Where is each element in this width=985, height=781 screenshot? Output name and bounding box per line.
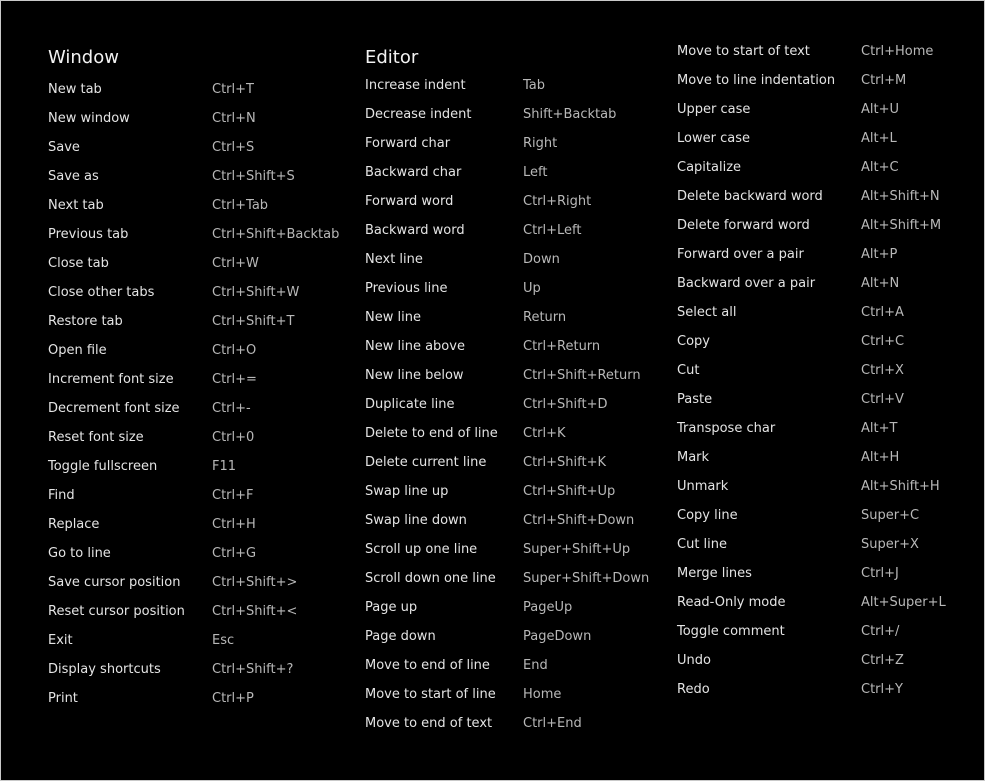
- shortcut-keys: Alt+Super+L: [861, 595, 946, 610]
- shortcut-action: Exit: [48, 633, 73, 648]
- shortcut-action: New tab: [48, 82, 102, 97]
- shortcut-keys: Ctrl+Shift+S: [212, 169, 295, 184]
- shortcuts-dialog: [1, 1, 984, 780]
- shortcut-keys: Down: [523, 252, 560, 267]
- shortcut-keys: Right: [523, 136, 558, 151]
- shortcut-action: New window: [48, 111, 130, 126]
- shortcut-keys: Ctrl+=: [212, 372, 257, 387]
- shortcut-keys: Ctrl+W: [212, 256, 259, 271]
- shortcut-keys: Ctrl+0: [212, 430, 255, 445]
- shortcut-keys: Ctrl+Shift+T: [212, 314, 295, 329]
- shortcut-keys: Ctrl+End: [523, 716, 582, 731]
- shortcut-action: Scroll down one line: [365, 571, 496, 586]
- shortcut-action: Cut: [677, 363, 700, 378]
- shortcut-keys: Alt+Shift+N: [861, 189, 940, 204]
- shortcut-keys: Alt+U: [861, 102, 900, 117]
- shortcut-action: Find: [48, 488, 75, 503]
- shortcut-action: Display shortcuts: [48, 662, 161, 677]
- shortcut-action: Page up: [365, 600, 418, 615]
- shortcut-action: Increment font size: [48, 372, 174, 387]
- shortcut-action: Forward word: [365, 194, 454, 209]
- shortcut-action: Move to end of text: [365, 716, 493, 731]
- shortcut-action: Forward over a pair: [677, 247, 804, 262]
- shortcut-keys: Ctrl+Shift+K: [523, 455, 606, 470]
- shortcut-keys: Ctrl+Shift+Return: [523, 368, 641, 383]
- shortcut-keys: Ctrl+C: [861, 334, 905, 349]
- shortcut-action: Capitalize: [677, 160, 742, 175]
- shortcut-action: New line above: [365, 339, 465, 354]
- shortcut-keys: Ctrl+Y: [861, 682, 903, 697]
- shortcut-action: Duplicate line: [365, 397, 455, 412]
- shortcut-keys: Ctrl+Home: [861, 44, 934, 59]
- shortcut-keys: Ctrl+K: [523, 426, 566, 441]
- shortcut-keys: Ctrl+Left: [523, 223, 582, 238]
- shortcut-keys: Ctrl+X: [861, 363, 904, 378]
- editor-section-title: Editor: [365, 47, 419, 68]
- shortcut-keys: Ctrl+Shift+Backtab: [212, 227, 340, 242]
- shortcut-keys: Ctrl+F: [212, 488, 254, 503]
- shortcut-keys: Tab: [523, 78, 546, 93]
- shortcut-keys: Alt+H: [861, 450, 900, 465]
- window-section-title: Window: [48, 47, 119, 68]
- shortcut-action: Select all: [677, 305, 737, 320]
- shortcut-action: Next tab: [48, 198, 104, 213]
- shortcut-action: Toggle comment: [677, 624, 785, 639]
- shortcut-action: Cut line: [677, 537, 728, 552]
- shortcut-action: Undo: [677, 653, 711, 668]
- shortcut-action: Reset cursor position: [48, 604, 185, 619]
- shortcut-action: Transpose char: [677, 421, 776, 436]
- shortcut-action: Replace: [48, 517, 100, 532]
- editor-shortcuts-column: [365, 1, 665, 780]
- shortcut-keys: Ctrl+Shift+<: [212, 604, 298, 619]
- shortcut-keys: F11: [212, 459, 237, 474]
- shortcut-action: Delete to end of line: [365, 426, 498, 441]
- shortcut-keys: Ctrl+Shift+Up: [523, 484, 616, 499]
- shortcut-action: Move to start of text: [677, 44, 810, 59]
- shortcut-action: Decrement font size: [48, 401, 180, 416]
- shortcut-action: Toggle fullscreen: [48, 459, 158, 474]
- shortcut-keys: Ctrl+Shift+D: [523, 397, 608, 412]
- shortcut-action: Previous line: [365, 281, 448, 296]
- shortcut-action: Backward word: [365, 223, 465, 238]
- shortcut-keys: Ctrl+O: [212, 343, 257, 358]
- shortcut-keys: Ctrl+Right: [523, 194, 592, 209]
- shortcut-keys: Alt+C: [861, 160, 899, 175]
- shortcut-action: Backward char: [365, 165, 462, 180]
- shortcut-action: Print: [48, 691, 78, 706]
- shortcut-action: Delete forward word: [677, 218, 810, 233]
- shortcut-keys: Ctrl+Shift+Down: [523, 513, 635, 528]
- shortcut-keys: Return: [523, 310, 567, 325]
- shortcut-action: Open file: [48, 343, 107, 358]
- shortcut-keys: Home: [523, 687, 562, 702]
- shortcut-keys: Ctrl+J: [861, 566, 899, 581]
- shortcut-keys: Alt+P: [861, 247, 898, 262]
- shortcut-keys: Ctrl+H: [212, 517, 256, 532]
- shortcut-action: Swap line up: [365, 484, 449, 499]
- shortcut-action: Save: [48, 140, 80, 155]
- shortcut-action: Lower case: [677, 131, 750, 146]
- shortcut-action: New line below: [365, 368, 464, 383]
- shortcut-keys: Super+C: [861, 508, 920, 523]
- shortcut-action: Merge lines: [677, 566, 752, 581]
- shortcut-keys: Alt+N: [861, 276, 900, 291]
- editor-shortcuts-continued-column: [677, 1, 977, 780]
- shortcut-keys: Ctrl+-: [212, 401, 251, 416]
- shortcut-keys: Alt+Shift+M: [861, 218, 942, 233]
- shortcut-action: Upper case: [677, 102, 751, 117]
- shortcut-action: Close tab: [48, 256, 109, 271]
- shortcut-action: Page down: [365, 629, 436, 644]
- window-shortcuts-column: [48, 1, 348, 780]
- shortcut-action: Read-Only mode: [677, 595, 786, 610]
- shortcut-action: Backward over a pair: [677, 276, 816, 291]
- shortcut-keys: Left: [523, 165, 548, 180]
- shortcut-keys: Alt+Shift+H: [861, 479, 940, 494]
- shortcut-keys: Ctrl+Shift+?: [212, 662, 294, 677]
- shortcut-action: Go to line: [48, 546, 111, 561]
- shortcut-keys: Ctrl+V: [861, 392, 904, 407]
- shortcut-keys: End: [523, 658, 548, 673]
- shortcut-action: Scroll up one line: [365, 542, 478, 557]
- shortcut-keys: Super+Shift+Down: [523, 571, 650, 586]
- shortcut-keys: Ctrl+Shift+W: [212, 285, 300, 300]
- shortcut-action: Delete backward word: [677, 189, 823, 204]
- shortcut-action: Delete current line: [365, 455, 487, 470]
- shortcut-keys: Ctrl+T: [212, 82, 254, 97]
- shortcut-action: Move to start of line: [365, 687, 496, 702]
- shortcut-action: Restore tab: [48, 314, 123, 329]
- shortcut-action: Redo: [677, 682, 710, 697]
- shortcut-action: Save cursor position: [48, 575, 181, 590]
- shortcut-keys: Ctrl+Shift+>: [212, 575, 298, 590]
- shortcut-action: Forward char: [365, 136, 451, 151]
- shortcut-keys: Alt+L: [861, 131, 897, 146]
- shortcut-keys: Up: [523, 281, 541, 296]
- shortcut-action: Reset font size: [48, 430, 144, 445]
- shortcut-action: Decrease indent: [365, 107, 472, 122]
- shortcut-keys: Ctrl+Z: [861, 653, 904, 668]
- shortcut-action: Increase indent: [365, 78, 466, 93]
- shortcut-action: Move to line indentation: [677, 73, 836, 88]
- shortcut-action: Unmark: [677, 479, 729, 494]
- shortcut-keys: PageUp: [523, 600, 573, 615]
- shortcut-keys: PageDown: [523, 629, 592, 644]
- shortcut-keys: Ctrl+P: [212, 691, 254, 706]
- shortcut-action: Next line: [365, 252, 423, 267]
- shortcut-keys: Ctrl+S: [212, 140, 255, 155]
- shortcut-keys: Ctrl+Tab: [212, 198, 269, 213]
- shortcut-keys: Esc: [212, 633, 235, 648]
- shortcut-keys: Ctrl+A: [861, 305, 904, 320]
- shortcut-action: Copy line: [677, 508, 738, 523]
- shortcut-keys: Super+X: [861, 537, 919, 552]
- shortcut-keys: Ctrl+Return: [523, 339, 601, 354]
- shortcut-keys: Ctrl+N: [212, 111, 256, 126]
- shortcut-action: Paste: [677, 392, 713, 407]
- shortcut-keys: Ctrl+G: [212, 546, 257, 561]
- shortcut-keys: Ctrl+/: [861, 624, 900, 639]
- shortcut-action: Save as: [48, 169, 99, 184]
- shortcut-action: Previous tab: [48, 227, 129, 242]
- shortcut-action: Copy: [677, 334, 710, 349]
- shortcut-action: Close other tabs: [48, 285, 155, 300]
- shortcut-action: Swap line down: [365, 513, 467, 528]
- shortcut-keys: Super+Shift+Up: [523, 542, 631, 557]
- shortcut-keys: Ctrl+M: [861, 73, 907, 88]
- shortcut-action: Mark: [677, 450, 710, 465]
- shortcut-keys: Alt+T: [861, 421, 898, 436]
- shortcut-keys: Shift+Backtab: [523, 107, 617, 122]
- shortcut-action: Move to end of line: [365, 658, 490, 673]
- shortcut-action: New line: [365, 310, 421, 325]
